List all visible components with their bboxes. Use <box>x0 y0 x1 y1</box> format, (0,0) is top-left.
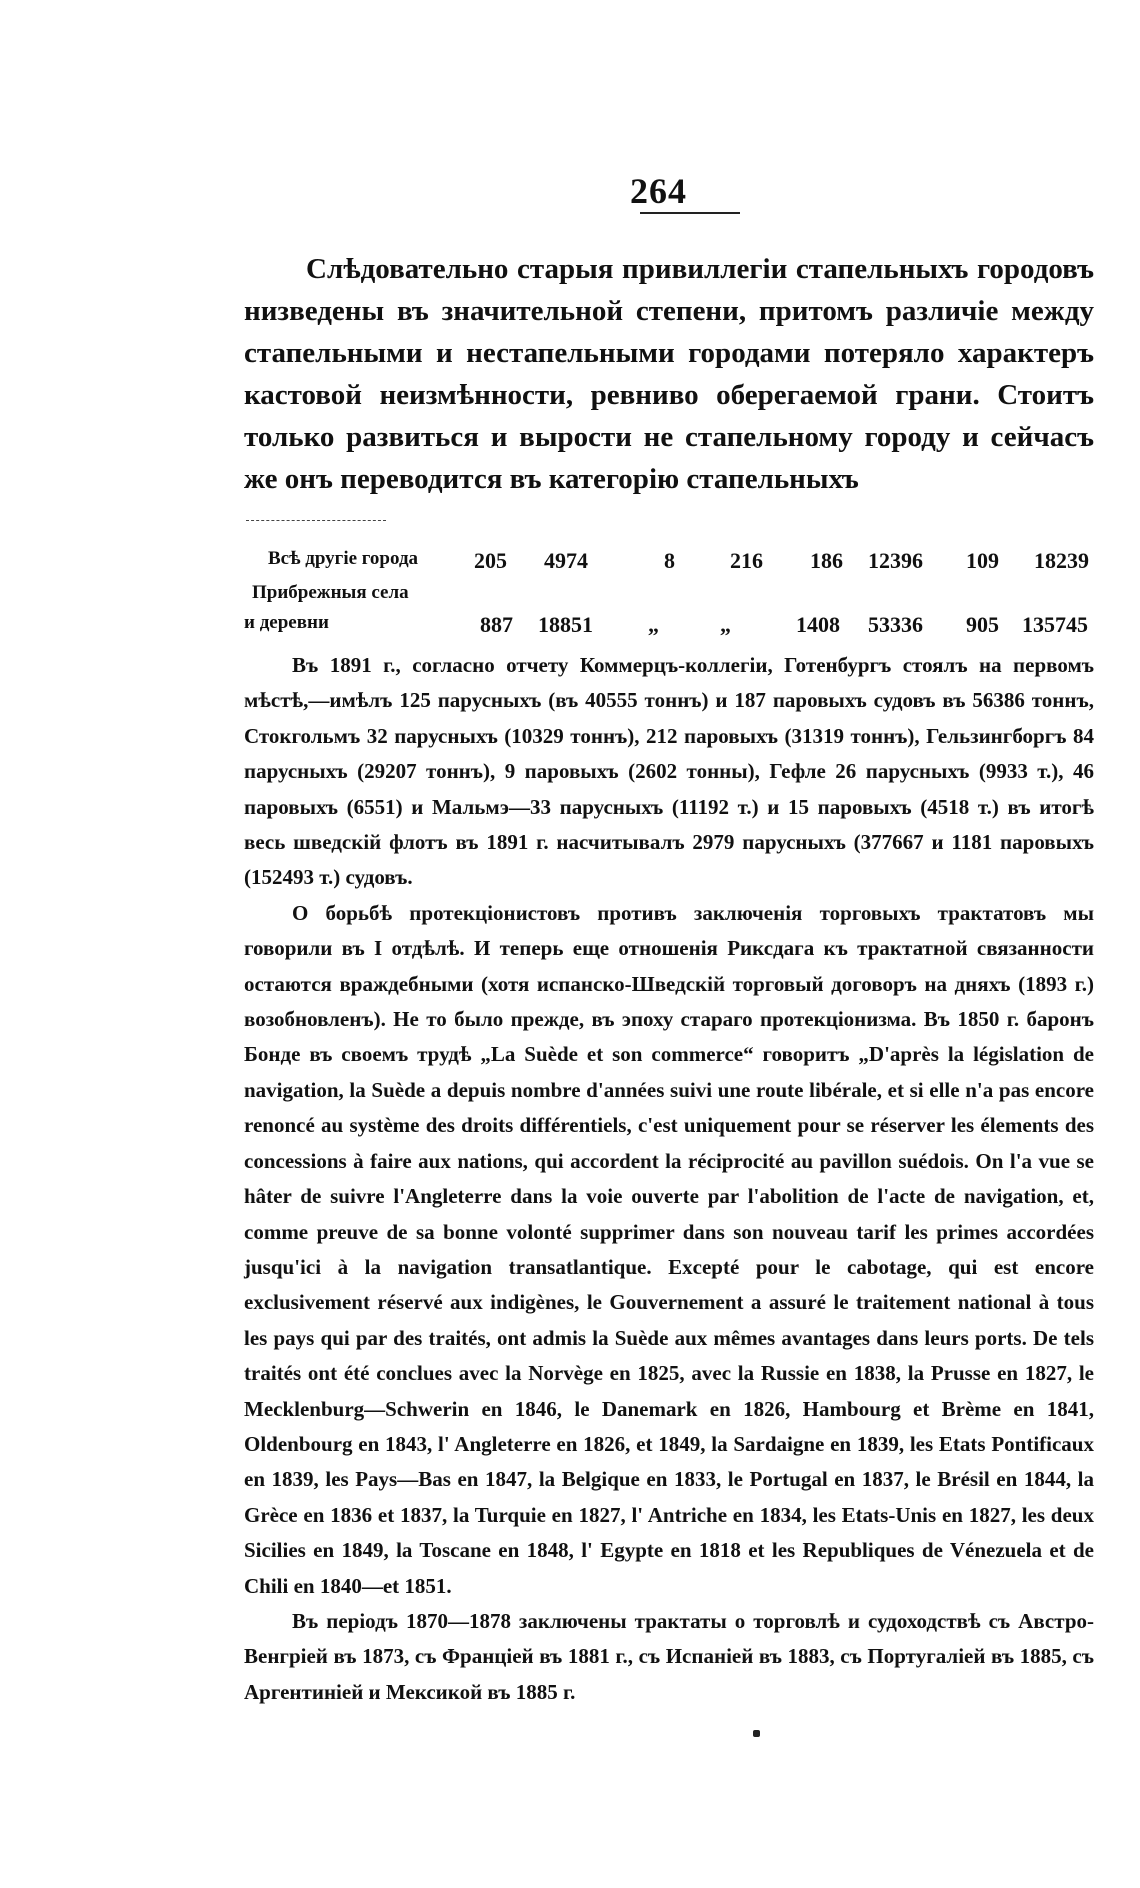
print-mark <box>753 1730 760 1737</box>
table-cell: 4974 <box>544 548 588 573</box>
table-row <box>244 548 1104 582</box>
table-cell: „ <box>720 612 731 637</box>
row-label: и деревни <box>244 612 329 633</box>
table-row <box>244 582 1104 612</box>
table-cell: 8 <box>664 548 675 573</box>
row-label: Прибрежныя села <box>252 582 409 603</box>
table-cell: 135745 <box>1022 612 1088 637</box>
paragraph: Въ 1891 г., согласно отчету Коммерцъ-коллегіи, Готенбургъ стоялъ на первомъ мѣстѣ,—имѣлъ 125 парусныхъ (въ 40555 тоннъ) и 187 паровыхъ судовъ въ 56386 тоннъ, Стокгольмъ 32 парусныхъ (10329 тоннъ), 212 паровыхъ (31319 тоннъ), Гельзингборгъ 84 парусныхъ (29207 тоннъ), 9 паровыхъ (2602 тонны), Гефле 26 парусныхъ (9933 т.), 46 паровыхъ (6551) и Мальмэ—33 парусныхъ (11192 т.) и 15 паровыхъ (4518 т.) въ итогѣ весь шведскій флотъ въ 1891 г. насчитывалъ 2979 парусныхъ (377667 и 1181 паровыхъ (152493 т.) судовъ. <box>244 653 1094 890</box>
page-number: 264 <box>630 171 687 211</box>
section-separator <box>246 520 386 521</box>
body-text <box>244 648 1094 1710</box>
lead-paragraph-text: Слѣдовательно старыя привиллегіи стапельныхъ городовъ низведены въ значительной степени, притомъ различіе между стапельными и нестапельными городами потеряло характеръ кастовой неизмѣнности, ревниво оберегаемой грани. Стоитъ только развиться и вырости не стапельному городу и сейчасъ же онъ переводится въ категорію стапельныхъ <box>244 253 1094 495</box>
table-cell: 18239 <box>1034 548 1089 573</box>
table-cell: 186 <box>810 548 843 573</box>
table-cell: 205 <box>474 548 507 573</box>
table-cell: 18851 <box>538 612 593 637</box>
table-cell: 216 <box>730 548 763 573</box>
row-label: Всѣ другіе города <box>268 548 419 569</box>
table-cell: „ <box>648 612 659 637</box>
table-row <box>244 612 1104 646</box>
paragraph: О борьбѣ протекціонистовъ противъ заключенія торговыхъ трактатовъ мы говорили въ I отдѣлѣ. И теперь еще отношенія Риксдага къ трактатной связанности остаются враждебными (хотя испанско-Шведскій торговый договоръ на дняхъ (1893 г.) возобновленъ). Не то было прежде, въ эпоху стараго протекціонизма. Въ 1850 г. баронъ Бонде въ своемъ трудѣ „La Suède et son commerce“ говоритъ „D'après la législation de navigation, la Suède a depuis nombre d'années suivi une route libérale, et si elle n'a pas encore renoncé au système des droits différentiels, c'est uniquement pour se réserver les élements des concessions à faire aux nations, qui accordent la réciprocité au pavillon suédois. On l'a vue se hâter de suivre l'Angleterre dans la voie ouverte par l'abolition de l'acte de navigation, et, comme preuve de sa bonne volonté supprimer dans son nouveau tarif les primes accordées jusqu'ici à la navigation transatlantique. Excepté pour le cabotage, qui est encore exclusivement réservé aux indigènes, le Gouvernement a assuré le traitement national à tous les pays qui par des traités, ont admis la Suède aux mêmes avantages dans leurs ports. De tels traités ont été conclues avec la Norvège en 1825, avec la Russie en 1838, la Prusse en 1827, le Mecklenburg—Schwerin en 1846, le Danemark en 1826, Hambourg et Brème en 1841, Oldenbourg en 1843, l' Angleterre en 1826, et 1849, la Sardaigne en 1839, les Etats Pontificaux en 1839, les Pays—Bas en 1847, la Belgique en 1833, le Portugal en 1837, le Brésil en 1844, la Grèce en 1836 et 1837, la Turquie en 1827, l' Antriche en 1834, les Etats-Unis en 1827, les deux Sicilies en 1849, la Toscane en 1848, l' Egypte en 1818 et les Republiques de Vénezuela et de Chili en 1840—et 1851. <box>244 900 1094 1598</box>
paragraph: Въ періодъ 1870—1878 заключены трактаты о торговлѣ и судоходствѣ съ Австро-Венгріей въ 1873, съ Франціей въ 1881 г., съ Испаніей въ 1883, съ Португаліей въ 1885, съ Аргентиніей и Мексикой въ 1885 г. <box>244 1608 1094 1704</box>
statistics-table <box>244 548 1104 646</box>
table-cell: 12396 <box>868 548 923 573</box>
page-number-rule <box>640 212 740 214</box>
table-cell: 887 <box>480 612 513 637</box>
table-cell: 905 <box>966 612 999 637</box>
table-cell: 53336 <box>868 612 923 637</box>
table-cell: 1408 <box>796 612 840 637</box>
lead-paragraph <box>244 248 1094 500</box>
table-cell: 109 <box>966 548 999 573</box>
